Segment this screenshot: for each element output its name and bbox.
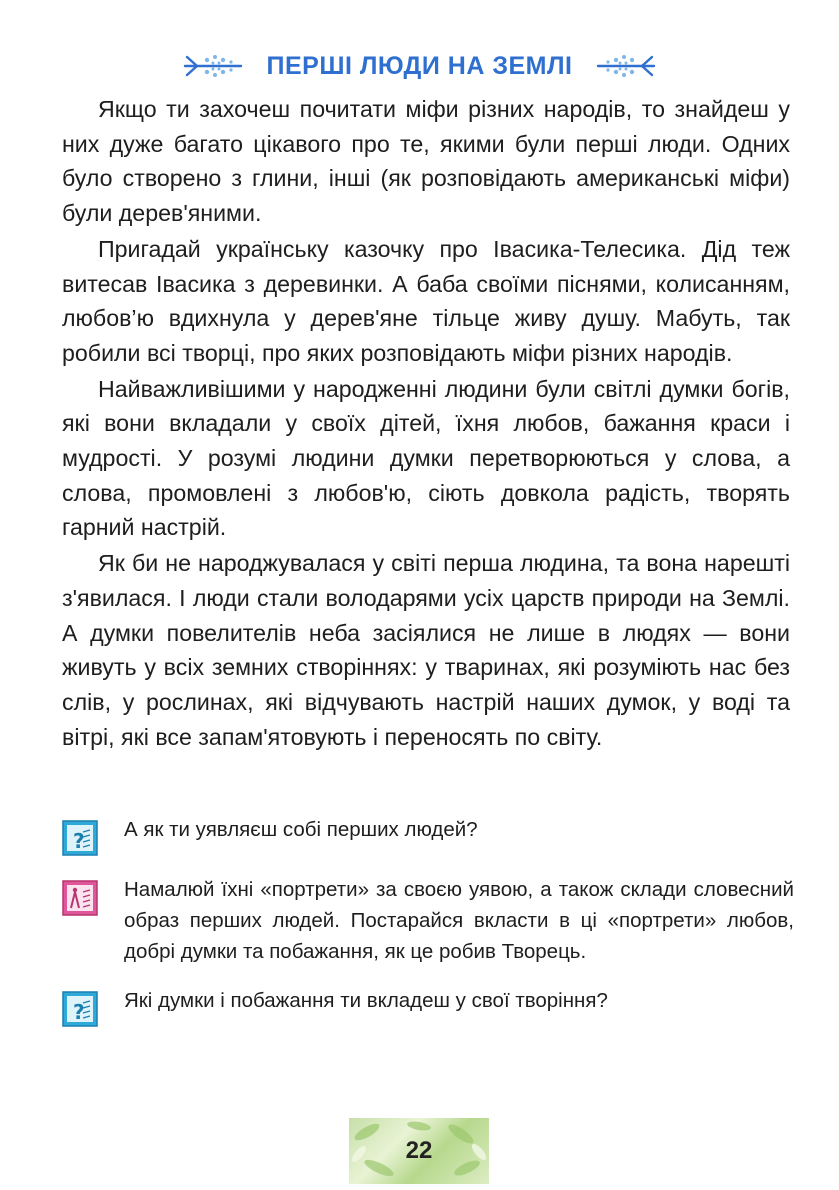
question-book-icon (62, 991, 98, 1027)
page-number-badge (349, 1118, 489, 1184)
snowflake-arrow-icon (580, 51, 656, 81)
paragraph: Як би не народжувалася у світі перша людина, та вона нарешті з'явилася. І люди стали володарями усіх царств природи на Землі. А думки повелителів неба засіялися не лише в людях — вони живуть у всіх земних створіннях: у тваринах, які розуміють нас без слів, у рослинах, які відчувають настрій наших думок, у воді та вітрі, які все запам'ятовують і переносять по світу. (62, 550, 790, 750)
page-title: ПЕРШІ ЛЮДИ НА ЗЕМЛІ (266, 51, 573, 80)
paragraph: Пригадай українську казочку про Івасика-Телесика. Дід теж витесав Івасика з деревинки. А баба своїми піснями, колисанням, любов’ю вдихнула у дерев'яне тільце живу душу. Мабуть, так робили всі творці, про яких розповідають міфи різних народів. (62, 235, 790, 366)
drawing-task-icon (62, 880, 98, 916)
task-text: Намалюй їхні «портрети» за своєю уявою, а також склади словесний образ перших людей. Постарайся вкласти в ці «портрети» любов, добрі думки та побажання, як це робив Творець. (124, 878, 794, 963)
page-number: 22 (405, 1137, 433, 1164)
task-list (62, 814, 794, 1045)
svg-text:?: ? (73, 829, 85, 853)
task-item (62, 814, 794, 856)
snowflake-arrow-icon (183, 51, 259, 81)
task-item (62, 985, 794, 1027)
task-text: Які думки і побажання ти вкладеш у свої творіння? (124, 989, 608, 1012)
question-book-icon (62, 820, 98, 856)
paragraph: Якщо ти захочеш почитати міфи різних народів, то знайдеш у них дуже багато цікавого про те, якими були перші люди. Одних було створено з глини, інші (як розповідають американські міфи) були дерев'яними. (62, 96, 790, 227)
main-text (62, 92, 790, 755)
svg-text:?: ? (73, 1000, 85, 1024)
task-item (62, 874, 794, 967)
task-text: А як ти уявляєш собі перших людей? (124, 818, 478, 841)
paragraph: Найважливішими у народженні людини були світлі думки богів, які вони вкладали у своїх дітей, їхня любов, бажання краси і мудрості. У розумі людини думки перетворюються у слова, а слова, промовлені з любов'ю, сіють довкола радість, творять гарний настрій. (62, 375, 790, 541)
page-header (0, 44, 839, 88)
